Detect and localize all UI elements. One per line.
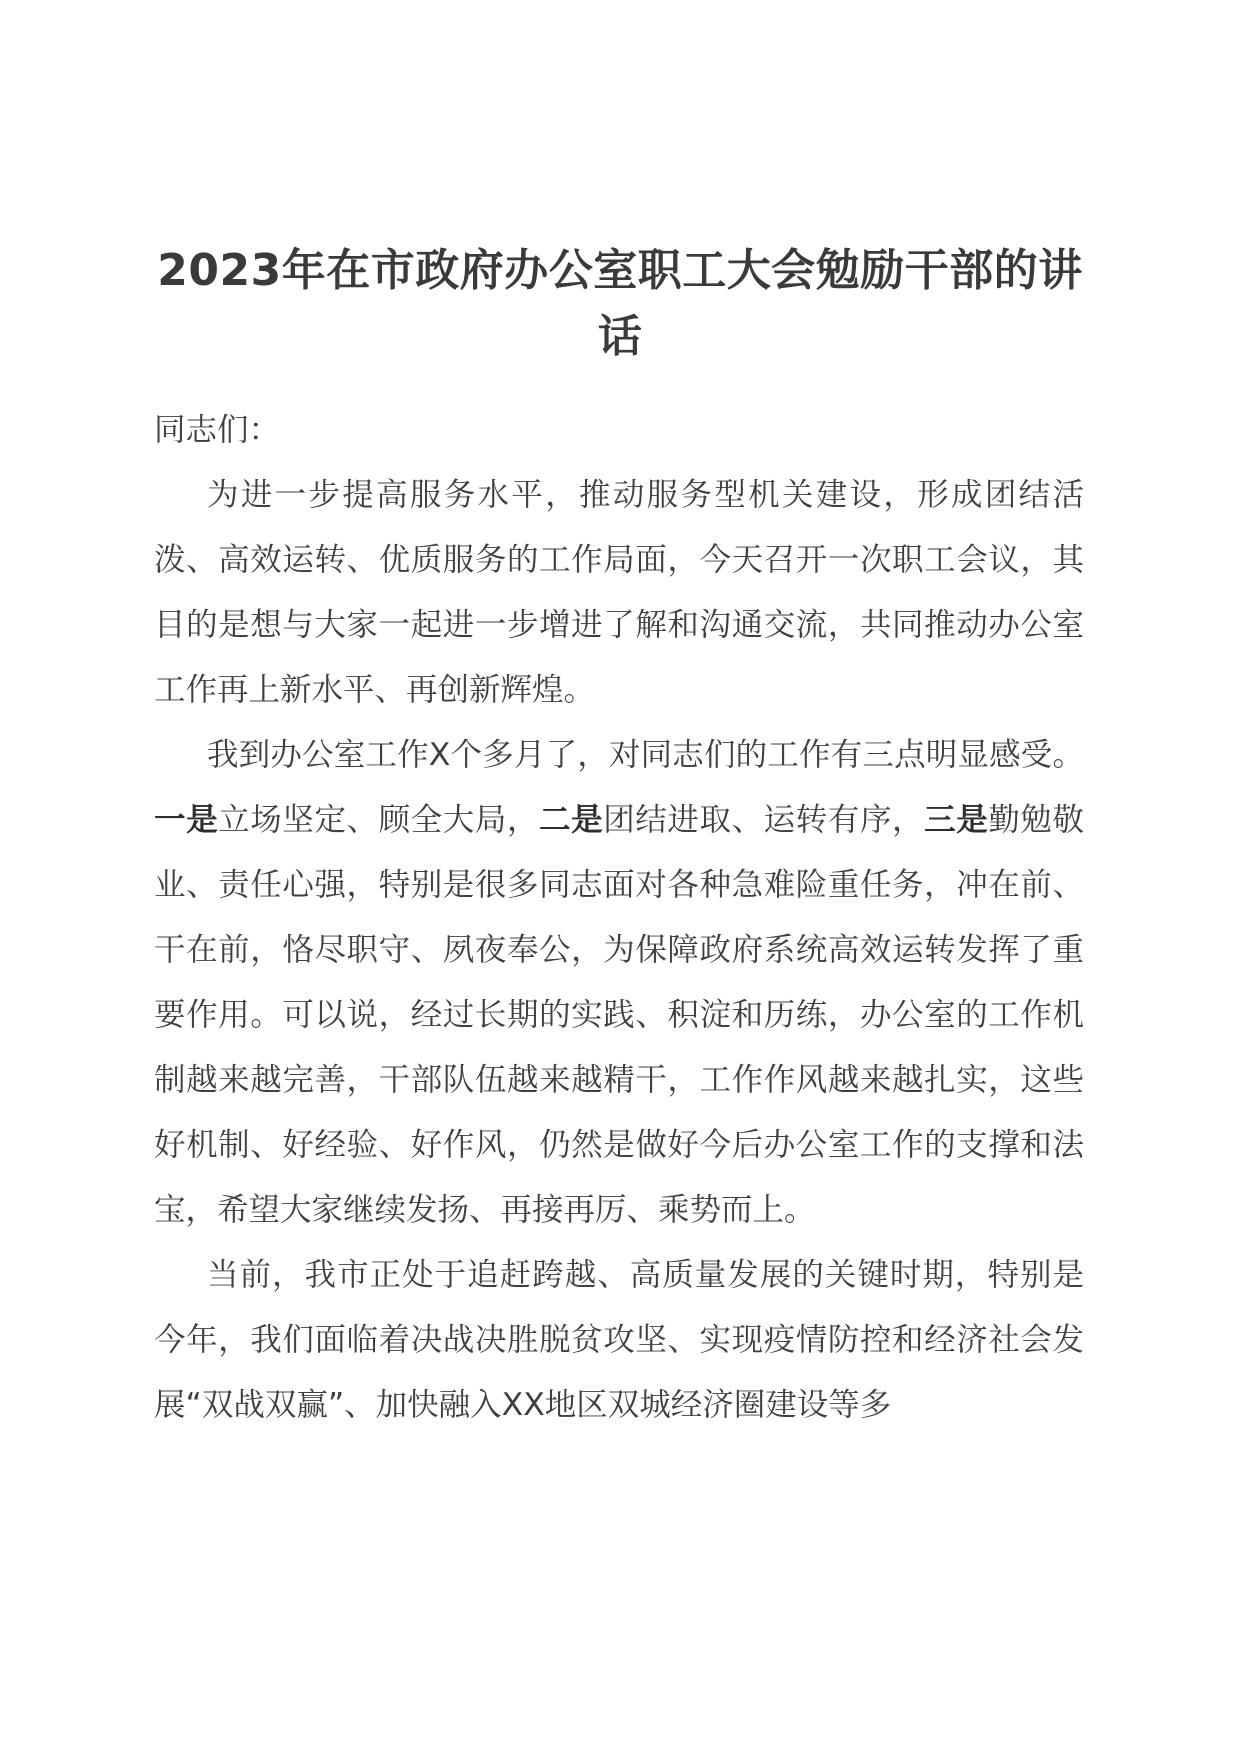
paragraph-current-situation: 当前，我市正处于追赶跨越、高质量发展的关键时期，特别是今年，我们面临着决战决胜脱贫攻坚、实现疫情防控和经济社会发展“双战双赢”、加快融入XX地区双城经济圈建设等多 — [154, 1257, 1084, 1423]
document-body — [154, 398, 1084, 1438]
point-one-text: 立场坚定、顾全大局， — [218, 802, 540, 838]
impressions-intro: 我到办公室工作X个多月了，对同志们的工作有三点明显感受。 — [207, 737, 1084, 773]
point-three-text: 勤勉敬业、责任心强，特别是很多同志面对各种急难险重任务，冲在前、干在前，恪尽职守、夙夜奉公，为保障政府系统高效运转发挥了重要作用。可以说，经过长期的实践、积淀和历练，办公室的工作机制越来越完善，干部队伍越来越精干，工作作风越来越扎实，这些好机制、好经验、好作风，仍然是做好今后办公室工作的支撑和法宝，希望大家继续发扬、再接再厉、乘势而上。 — [154, 802, 1084, 1228]
point-two-text: 团结进取、运转有序， — [603, 802, 925, 838]
point-one-label: 一是 — [154, 802, 219, 838]
document-title: 2023年在市政府办公室职工大会勉励干部的讲话 — [157, 245, 1083, 362]
paragraph-intro: 为进一步提高服务水平，推动服务型机关建设，形成团结活泼、高效运转、优质服务的工作局面，今天召开一次职工会议，其目的是想与大家一起进一步增进了解和沟通交流，共同推动办公室工作再上新水平、再创新辉煌。 — [154, 477, 1084, 708]
paragraph-impressions — [154, 723, 1084, 1243]
point-three-label: 三是 — [924, 802, 989, 838]
salutation: 同志们： — [154, 412, 281, 448]
point-two-label: 二是 — [539, 802, 604, 838]
